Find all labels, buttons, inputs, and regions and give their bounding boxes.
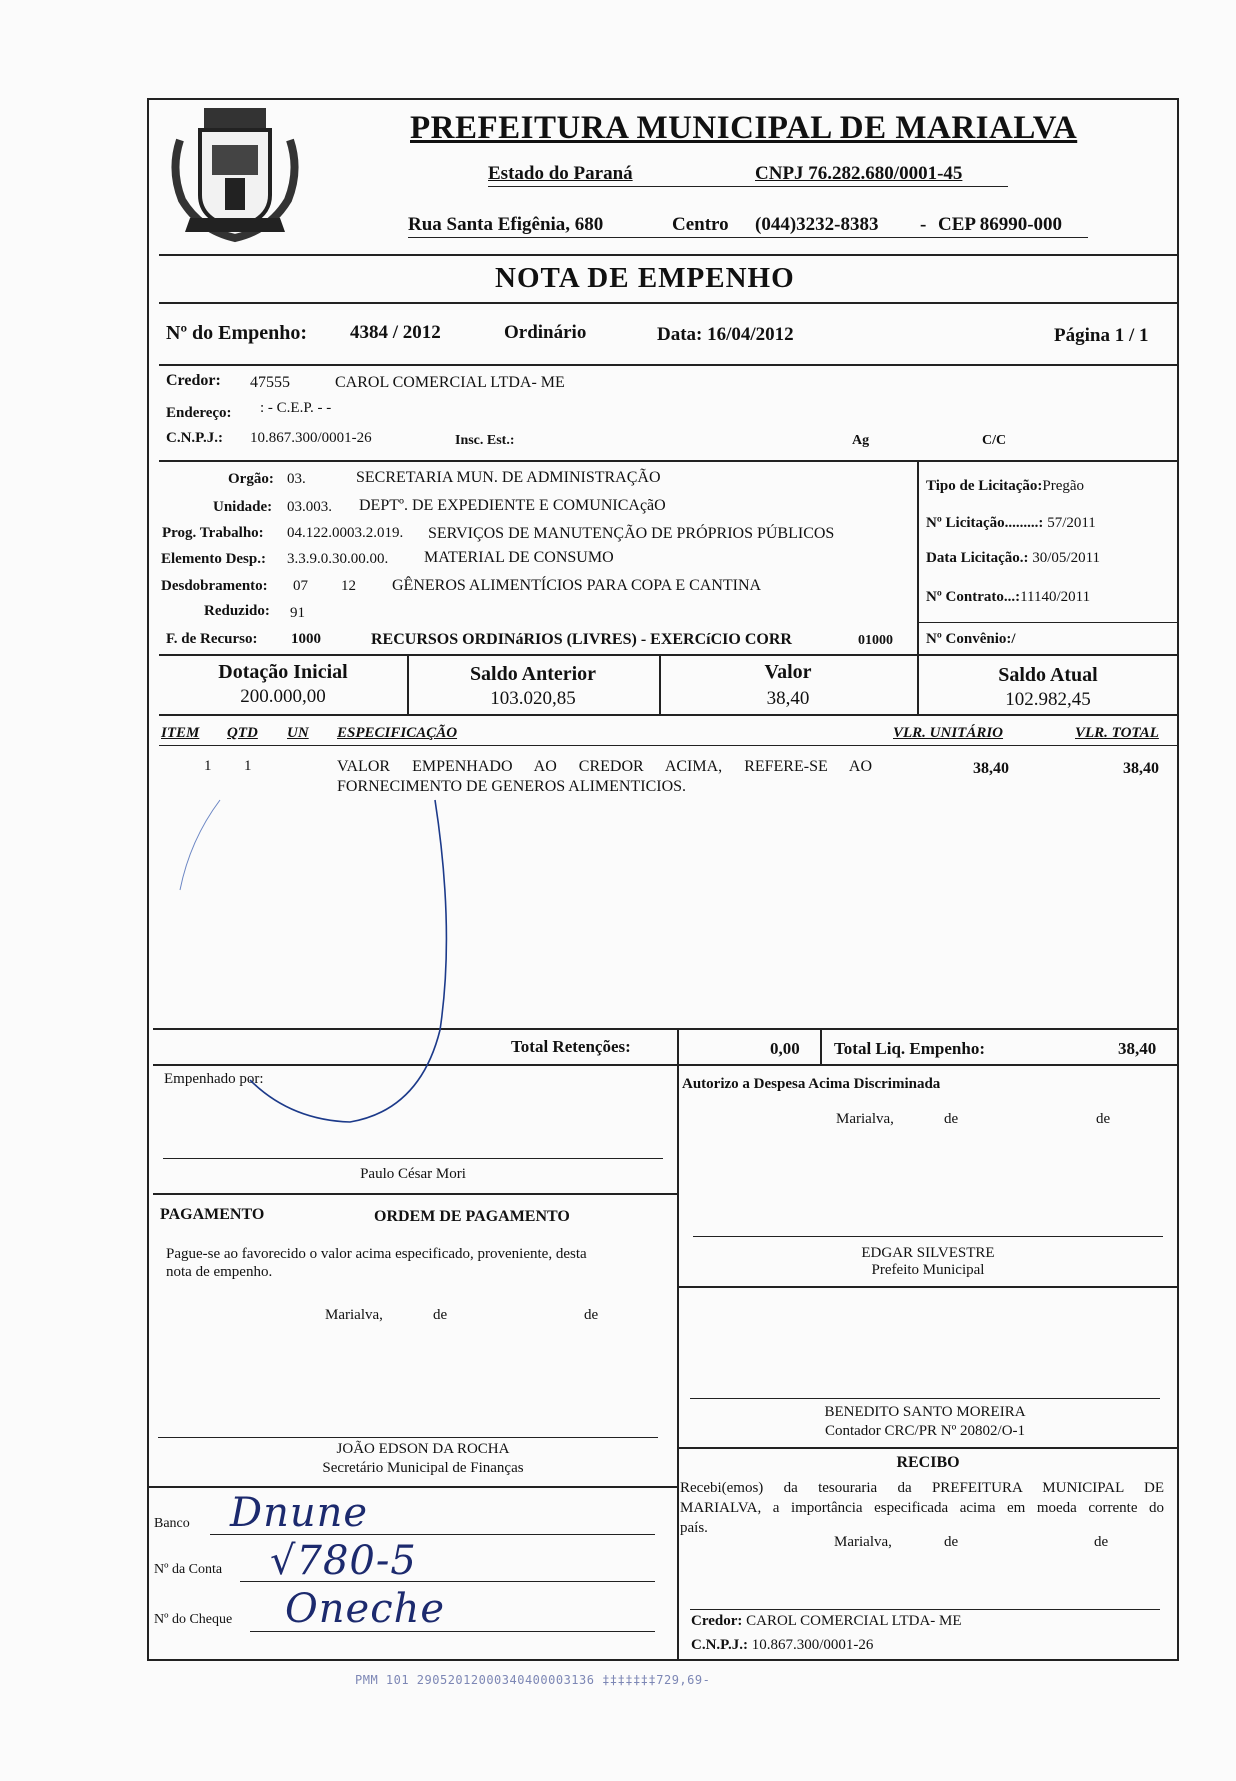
total-liq-label: Total Liq. Empenho:: [834, 1039, 985, 1058]
divider: [159, 654, 1179, 656]
prefeito-role: Prefeito Municipal: [871, 1262, 985, 1278]
header-state: Estado do Paraná: [488, 163, 633, 184]
cheque-handwritten: Oneche: [285, 1586, 446, 1632]
licitacao-date: [926, 550, 1100, 567]
pagamento-text-line1: Pague-se ao favorecido o valor acima especificado, proveniente, desta: [166, 1246, 587, 1262]
recibo-credor-value: CAROL COMERCIAL LTDA- ME: [746, 1613, 962, 1629]
saldo-anterior-label: Saldo Anterior: [469, 663, 597, 685]
header-title: PREFEITURA MUNICIPAL DE MARIALVA: [410, 110, 1078, 146]
recurso-code: 1000: [291, 631, 321, 647]
recibo-text-line1: Recebi(emos) da tesouraria da PREFEITURA MUNICIPAL DE: [680, 1480, 1164, 1496]
autorizo-city: Marialva,: [836, 1111, 894, 1127]
signature-line: [690, 1398, 1160, 1399]
header-district: Centro: [672, 214, 729, 235]
conta-handwritten: √780-5: [270, 1538, 417, 1584]
divider: [677, 1286, 1179, 1288]
recurso-code2: 01000: [858, 633, 893, 648]
tipo-licitacao-value: Pregão: [1042, 478, 1085, 494]
empenhado-name: Paulo César Mori: [360, 1166, 466, 1182]
empenho-label: Nº do Empenho:: [166, 322, 308, 344]
licitacao-number: [926, 515, 1096, 532]
desdobramento-desc: GÊNEROS ALIMENTÍCIOS PARA COPA E CANTINA: [392, 577, 762, 594]
desdobramento-code1: 07: [293, 578, 308, 594]
divider: [153, 1193, 677, 1195]
contador-name: BENEDITO SANTO MOREIRA: [824, 1404, 1026, 1420]
cheque-label: Nº do Cheque: [154, 1612, 233, 1627]
secretario-name: JOÃO EDSON DA ROCHA: [336, 1441, 510, 1457]
header-cnpj: CNPJ 76.282.680/0001-45: [755, 163, 963, 184]
item-qtd: 1: [244, 758, 252, 774]
contrato-label: Nº Contrato...:: [926, 589, 1021, 605]
credor-code: 47555: [250, 374, 290, 391]
col-un: UN: [287, 725, 309, 741]
divider: [820, 1028, 822, 1064]
licitacao-number-value: 57/2011: [1047, 515, 1096, 531]
item-total-value: 38,40: [1123, 760, 1159, 777]
empenhado-por-label: Empenhado por:: [164, 1071, 264, 1087]
recibo-text-line3: país.: [680, 1520, 708, 1536]
tipo-licitacao-label: Tipo de Licitação:: [926, 478, 1043, 494]
document-title: NOTA DE EMPENHO: [495, 262, 795, 294]
col-vlr-unitario: VLR. UNITÁRIO: [893, 725, 1004, 741]
item-spec-line2: FORNECIMENTO DE GENEROS ALIMENTICIOS.: [337, 778, 687, 795]
divider: [159, 302, 1179, 304]
empenho-date: Data: 16/04/2012: [657, 324, 794, 345]
recurso-desc: RECURSOS ORDINáRIOS (LIVRES) - EXERCíCIO CORR: [371, 631, 792, 648]
banco-line: [210, 1534, 655, 1535]
divider: [677, 1064, 679, 1661]
header-cep: CEP 86990-000: [938, 214, 1063, 235]
empenho-number: 4384 / 2012: [350, 322, 441, 343]
cc-label: C/C: [982, 433, 1007, 448]
unidade-code: 03.003.: [287, 499, 332, 515]
unidade-desc: DEPTº. DE EXPEDIENTE E COMUNICAçãO: [359, 497, 666, 514]
col-item: ITEM: [161, 725, 200, 741]
recibo-cnpj-value: 10.867.300/0001-26: [751, 1637, 874, 1653]
header-underline: [488, 186, 1008, 187]
signature-line: [163, 1158, 663, 1159]
divider: [159, 460, 1179, 462]
contrato-value: 11140/2011: [1020, 589, 1091, 605]
signature-line: [158, 1437, 658, 1438]
saldo-atual-label: Saldo Atual: [998, 664, 1098, 686]
insc-est-label: Insc. Est.:: [455, 433, 515, 448]
item-unit-value: 38,40: [973, 760, 1009, 777]
autorizo-label: Autorizo a Despesa Acima Discriminada: [682, 1076, 941, 1092]
tipo-licitacao: [926, 478, 1084, 495]
valor-label: Valor: [764, 661, 812, 683]
credor-label: Credor:: [166, 372, 221, 389]
contrato: [926, 589, 1090, 606]
header-address-underline: [408, 237, 1088, 238]
divider: [147, 1486, 677, 1488]
recibo-text-line2: MARIALVA, a importância especificada acima em moeda corrente do: [680, 1500, 1164, 1516]
reduzido-label: Reduzido:: [204, 603, 270, 619]
cnpj-value: 10.867.300/0001-26: [250, 430, 372, 446]
signature-line: [693, 1236, 1163, 1237]
recibo-de1: de: [944, 1534, 959, 1550]
credor-name: CAROL COMERCIAL LTDA- ME: [335, 374, 565, 391]
recibo-credor: [691, 1613, 962, 1630]
divider: [159, 364, 1179, 366]
page-number: Página 1 / 1: [1054, 325, 1149, 346]
header-phone: (044)3232-8383: [755, 214, 879, 235]
machine-stamp: PMM 101 29052012000340400003136 ‡‡‡‡‡‡‡729,69-: [355, 1673, 711, 1687]
divider: [917, 460, 919, 654]
total-retencoes-label: Total Retenções:: [511, 1037, 631, 1056]
ordem-pagamento-label: ORDEM DE PAGAMENTO: [374, 1208, 570, 1225]
licitacao-date-label: Data Licitação.:: [926, 550, 1029, 566]
cnpj-label: C.N.P.J.:: [166, 430, 223, 446]
orgao-code: 03.: [287, 471, 306, 487]
coat-of-arms-logo: [160, 100, 310, 250]
licitacao-date-value: 30/05/2011: [1032, 550, 1101, 566]
total-liq-value: 38,40: [1118, 1039, 1157, 1058]
orgao-desc: SECRETARIA MUN. DE ADMINISTRAÇÃO: [356, 469, 661, 486]
prog-label: Prog. Trabalho:: [162, 525, 264, 541]
cheque-line: [250, 1631, 655, 1632]
divider: [677, 1028, 679, 1064]
conta-label: Nº da Conta: [154, 1562, 223, 1577]
recibo-cnpj-label: C.N.P.J.:: [691, 1637, 748, 1653]
divider: [917, 622, 1179, 623]
pagamento-text-line2: nota de empenho.: [166, 1264, 273, 1280]
secretario-role: Secretário Municipal de Finanças: [322, 1460, 524, 1476]
prog-desc: SERVIÇOS DE MANUTENÇÃO DE PRÓPRIOS PÚBLICOS: [428, 525, 835, 542]
orgao-label: Orgão:: [228, 471, 274, 487]
banco-handwritten: Dnune: [230, 1490, 369, 1536]
contador-role: Contador CRC/PR Nº 20802/O-1: [824, 1423, 1026, 1439]
divider: [159, 714, 1179, 716]
banco-label: Banco: [154, 1516, 190, 1531]
col-vlr-total: VLR. TOTAL: [1075, 725, 1159, 741]
item-number: 1: [204, 758, 212, 774]
recibo-cnpj: [691, 1637, 873, 1654]
recibo-city: Marialva,: [834, 1534, 892, 1550]
dotacao-value: 200.000,00: [240, 686, 326, 707]
reduzido-code: 91: [290, 605, 305, 621]
divider: [677, 1447, 1179, 1449]
dotacao-label: Dotação Inicial: [218, 661, 348, 683]
licitacao-number-label: Nº Licitação.........:: [926, 515, 1044, 531]
prog-code: 04.122.0003.2.019.: [287, 525, 404, 541]
signature-line: [690, 1609, 1160, 1610]
col-qtd: QTD: [227, 725, 258, 741]
autorizo-de1: de: [944, 1111, 959, 1127]
pagamento-de1: de: [433, 1307, 448, 1323]
ag-label: Ag: [852, 433, 870, 448]
signature-stroke: [150, 780, 460, 1130]
convenio-label: Nº Convênio:/: [926, 631, 1016, 647]
desdobramento-code2: 12: [341, 578, 356, 594]
saldo-anterior-value: 103.020,85: [490, 688, 576, 709]
conta-line: [240, 1581, 655, 1582]
prefeito-name: EDGAR SILVESTRE: [861, 1245, 995, 1261]
autorizo-de2: de: [1096, 1111, 1111, 1127]
recibo-title: RECIBO: [896, 1454, 960, 1471]
header-address: Rua Santa Efigênia, 680: [408, 214, 604, 235]
unidade-label: Unidade:: [213, 499, 273, 515]
elemento-desc: MATERIAL DE CONSUMO: [424, 549, 614, 566]
desdobramento-label: Desdobramento:: [161, 578, 268, 594]
address-label: Endereço:: [166, 405, 232, 421]
pagamento-de2: de: [584, 1307, 599, 1323]
header-dash: -: [920, 214, 927, 235]
empenho-type: Ordinário: [504, 322, 587, 343]
pagamento-city: Marialva,: [325, 1307, 383, 1323]
divider: [159, 745, 1179, 746]
elemento-code: 3.3.9.0.30.00.00.: [287, 551, 389, 567]
recibo-credor-label: Credor:: [691, 1613, 743, 1629]
total-retencoes-value: 0,00: [770, 1039, 800, 1058]
recibo-de2: de: [1094, 1534, 1109, 1550]
recurso-label: F. de Recurso:: [166, 631, 258, 647]
saldo-atual-value: 102.982,45: [1005, 689, 1091, 710]
divider: [159, 254, 1179, 256]
col-especificacao: ESPECIFICAÇÃO: [337, 725, 458, 741]
item-spec-line1: VALOR EMPENHADO AO CREDOR ACIMA, REFERE-SE AO: [337, 758, 872, 775]
valor-value: 38,40: [766, 688, 810, 709]
address-value: : - C.E.P. - -: [260, 400, 332, 416]
elemento-label: Elemento Desp.:: [161, 551, 266, 567]
pagamento-label: PAGAMENTO: [160, 1206, 265, 1223]
